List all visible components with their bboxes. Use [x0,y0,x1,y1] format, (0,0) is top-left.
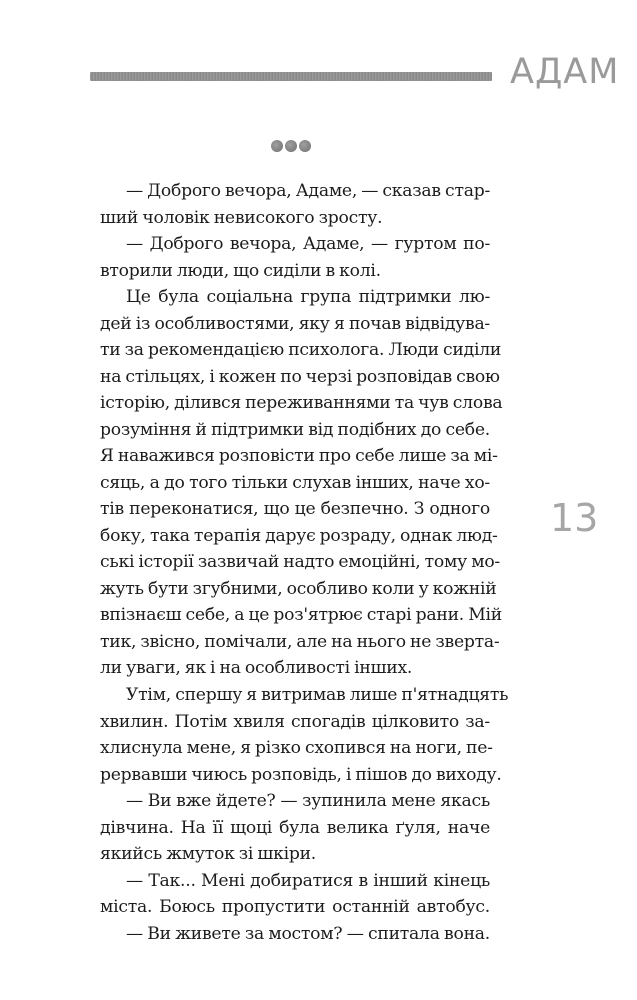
text-line: — Доброго вечора, Адаме, — сказав стар- [126,181,491,201]
header-rule [90,72,492,81]
chapter-title: АДАМ [510,52,620,92]
separator-dot [299,140,311,152]
text-line: тик, звісно, помічали, але на нього не зверта- [100,631,500,652]
text-line: впізнаєш себе, а це роз'ятрює старі рани. Мій [100,605,503,625]
text-line: жуть бути згубними, особливо коли у кожній [100,578,497,599]
text-line: Утім, спершу я витримав лише п'ятнадцять [126,685,509,705]
text-line: тів переконатися, що це безпечно. З одного [100,499,490,519]
dialogue-block-1 [100,178,490,284]
text-line: історію, ділився переживаннями та чув слова [100,393,503,413]
section-separator [271,140,311,152]
text-line: рервавши чиюсь розповідь, і пішов до виходу. [100,764,502,785]
separator-dot [271,140,283,152]
paragraph-2 [100,682,509,947]
text-line: боку, така терапія дарує розраду, однак люд- [100,525,498,546]
text-line: — Ви живете за мостом? — спитала вона. [126,923,490,944]
text-line: ли уваги, як і на особливості інших. [100,658,413,678]
text-line: ти за рекомендацією психолога. Люди сиділи [100,340,502,360]
text-line: дівчина. На її щоці була велика ґуля, наче [100,817,490,838]
text-line: — Ви вже йдете? — зупинила мене якась [126,791,490,811]
text-line: Це була соціальна група підтримки лю- [126,287,490,307]
text-line: ські історії зазвичай надто емоційні, тому мо- [100,552,500,572]
text-line: на стільцях, і кожен по черзі розповідав свою [100,366,500,387]
page-number: 13 [550,496,599,540]
separator-dot [285,140,297,152]
text-line: розуміння й підтримки від подібних до себе. [100,419,490,440]
text-line: дей із особливостями, яку я почав відвідува- [100,313,490,334]
text-line: хвилин. Потім хвиля спогадів цілковито за- [100,711,490,732]
paragraph-1 [100,284,503,682]
text-line: хлиснула мене, я різко схопився на ноги, пе- [100,738,493,758]
text-line: якийсь жмуток зі шкіри. [100,844,317,864]
text-line: ший чоловік невисокого зросту. [100,207,383,228]
text-line: вторили люди, що сиділи в колі. [100,260,381,281]
text-line: Я наважився розповісти про себе лише за мі- [100,446,498,466]
text-line: — Так... Мені добиратися в інший кінець [126,870,490,891]
text-line: сяць, а до того тільки слухав інших, наче хо- [100,472,490,493]
text-line: міста. Боюсь пропустити останній автобус. [100,897,490,917]
text-line: — Доброго вечора, Адаме, — гуртом по- [126,234,490,254]
